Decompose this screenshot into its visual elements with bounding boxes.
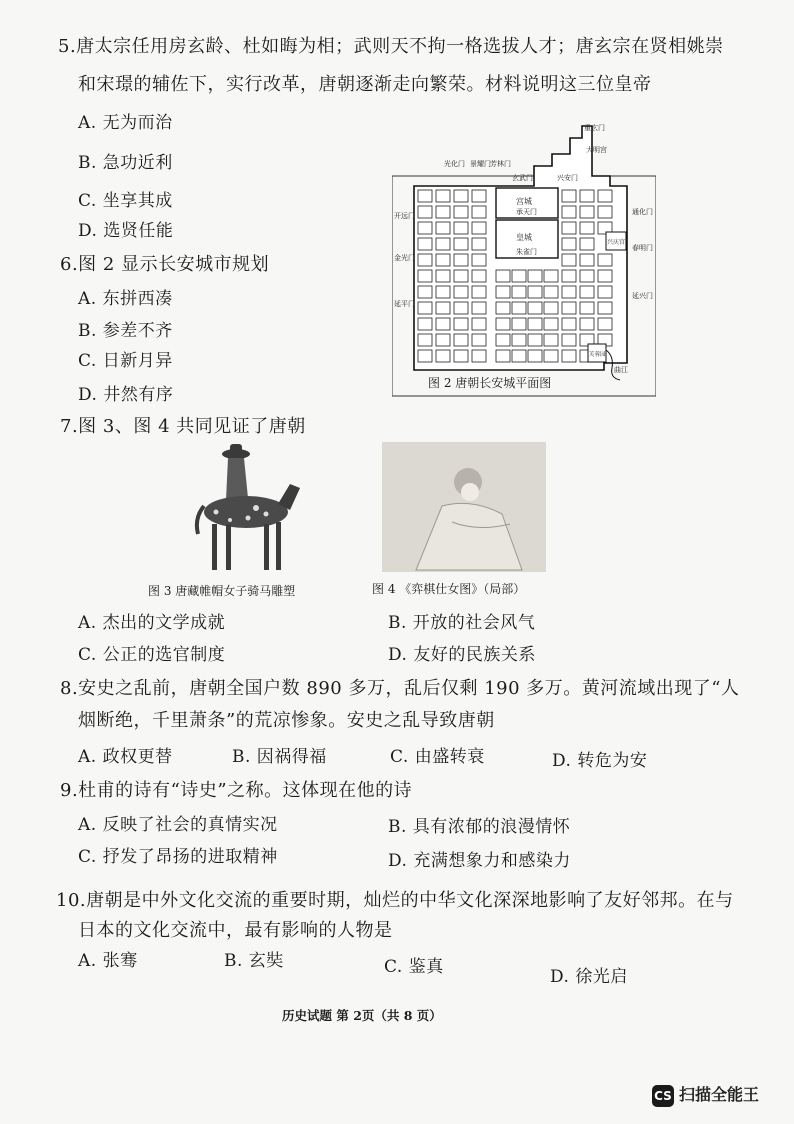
- gate-kaiyuan: 开远门: [394, 212, 415, 220]
- q5-option-b: B. 急功近利: [78, 153, 173, 173]
- ward-block: [418, 254, 432, 266]
- ward-block: [436, 190, 450, 202]
- ward-block: [418, 190, 432, 202]
- q9-option-b: B. 具有浓郁的浪漫情怀: [388, 817, 571, 837]
- ward-block: [544, 334, 558, 346]
- xingqing-palace-label: 兴庆宫: [607, 239, 626, 246]
- ward-block: [454, 190, 468, 202]
- gate-jingyao: 景耀门: [470, 160, 491, 168]
- ward-block: [598, 302, 612, 314]
- q7-stem: 7.图 3、图 4 共同见证了唐朝: [60, 416, 306, 437]
- horse-leg: [212, 524, 217, 570]
- ward-block: [472, 206, 486, 218]
- figure-4-caption: 图 4 《弈棋仕女图》（局部）: [372, 582, 526, 596]
- q6-option-d: D. 井然有序: [78, 385, 174, 405]
- scanner-watermark: [652, 1082, 759, 1107]
- horse-leg: [276, 522, 281, 570]
- ward-block: [598, 206, 612, 218]
- ward-block: [418, 238, 432, 250]
- ward-block: [454, 318, 468, 330]
- gate-guanghua: 光化门: [444, 160, 465, 168]
- ward-block: [418, 318, 432, 330]
- ward-block: [454, 302, 468, 314]
- ward-block: [544, 350, 558, 362]
- q10-option-a: A. 张骞: [78, 951, 138, 971]
- gate-chengtian: 承天门: [516, 208, 537, 216]
- ward-block: [562, 254, 576, 266]
- ward-block: [580, 238, 594, 250]
- q6-option-c: C. 日新月异: [78, 351, 173, 371]
- ward-block: [512, 270, 526, 282]
- ward-block: [436, 254, 450, 266]
- ward-block: [544, 302, 558, 314]
- ward-block: [472, 302, 486, 314]
- ward-block: [472, 350, 486, 362]
- figure-3-caption: 图 3 唐藏帷帽女子骑马雕塑: [148, 584, 296, 598]
- ward-block: [580, 254, 594, 266]
- ward-block: [472, 190, 486, 202]
- gate-xuanwu: 玄武门: [512, 174, 533, 182]
- q6-option-b: B. 参差不齐: [78, 321, 173, 341]
- furong-garden-label: 芙蓉园: [589, 352, 606, 358]
- ward-block: [454, 286, 468, 298]
- horse-leg: [226, 524, 231, 570]
- q10-stem-line1: 10.唐朝是中外文化交流的重要时期，灿烂的中华文化深深地影响了友好邻邦。在与: [56, 890, 734, 911]
- ward-block: [562, 318, 576, 330]
- ward-block: [418, 334, 432, 346]
- ward-block: [418, 206, 432, 218]
- ward-block: [562, 190, 576, 202]
- q10-option-d: D. 徐光启: [550, 967, 628, 987]
- ward-block: [528, 350, 542, 362]
- ward-block: [418, 302, 432, 314]
- ward-block: [528, 318, 542, 330]
- gate-yanxing: 延兴门: [632, 292, 653, 300]
- ward-block: [562, 270, 576, 282]
- ward-block: [472, 238, 486, 250]
- ward-block: [472, 254, 486, 266]
- q5-option-d: D. 选贤任能: [78, 221, 174, 241]
- ward-block: [562, 206, 576, 218]
- ward-block: [598, 190, 612, 202]
- q7-option-a: A. 杰出的文学成就: [78, 613, 226, 633]
- gate-yanping: 延平门: [394, 300, 415, 308]
- figure-3-rider-sculpture: [186, 440, 302, 576]
- ward-block: [544, 270, 558, 282]
- horse-leg: [264, 524, 269, 570]
- ward-block: [580, 190, 594, 202]
- ward-block: [472, 222, 486, 234]
- ward-block: [418, 350, 432, 362]
- lady-face: [461, 483, 479, 501]
- q8-option-b: B. 因祸得福: [232, 747, 327, 767]
- ward-block: [496, 334, 510, 346]
- figure-2-caption: 图 2 唐朝长安城平面图: [428, 376, 552, 390]
- q5-option-a: A. 无为而治: [78, 113, 173, 133]
- gate-tonghua: 通化门: [632, 208, 653, 216]
- ward-block: [436, 302, 450, 314]
- ward-block: [528, 286, 542, 298]
- q10-stem-line2: 日本的文化交流中，最有影响的人物是: [78, 920, 393, 941]
- scanner-brand-text: 扫描全能王: [679, 1085, 760, 1104]
- q7-option-b: B. 开放的社会风气: [388, 613, 536, 633]
- ward-block: [454, 350, 468, 362]
- ward-block: [512, 334, 526, 346]
- ward-block: [562, 286, 576, 298]
- q5-stem-line1: 5.唐太宗任用房玄龄、杜如晦为相；武则天不拘一格选拔人才；唐玄宗在贤相姚崇: [58, 36, 724, 57]
- ward-block: [598, 318, 612, 330]
- rider-body: [226, 458, 248, 500]
- ward-block: [580, 270, 594, 282]
- gate-jinguang: 金光门: [394, 254, 415, 262]
- ward-block: [436, 238, 450, 250]
- q9-option-a: A. 反映了社会的真情实况: [78, 815, 278, 835]
- ward-block: [528, 334, 542, 346]
- ward-block: [472, 286, 486, 298]
- q9-option-d: D. 充满想象力和感染力: [388, 851, 571, 871]
- ward-block: [544, 286, 558, 298]
- ward-block: [436, 222, 450, 234]
- ward-block: [580, 222, 594, 234]
- q5-option-c: C. 坐享其成: [78, 191, 173, 211]
- q8-option-c: C. 由盛转衰: [390, 747, 485, 767]
- ward-block: [562, 238, 576, 250]
- gate-fanglin: 芳林门: [490, 160, 511, 168]
- figure-4-painting: [382, 442, 546, 572]
- ward-block: [472, 270, 486, 282]
- ward-block: [418, 222, 432, 234]
- qujiang-label: 曲江: [614, 366, 628, 374]
- ward-block: [472, 318, 486, 330]
- q7-option-c: C. 公正的选官制度: [78, 645, 226, 665]
- q9-stem: 9.杜甫的诗有“诗史”之称。这体现在他的诗: [60, 780, 413, 801]
- ward-block: [512, 350, 526, 362]
- changan-map-svg: [392, 118, 656, 398]
- ward-block: [436, 206, 450, 218]
- q7-option-d: D. 友好的民族关系: [388, 645, 536, 665]
- ward-block: [512, 286, 526, 298]
- page-footer: 历史试题 第 2页（共 8 页）: [282, 1008, 442, 1023]
- ward-block: [598, 254, 612, 266]
- palace-city-label: 宫城: [516, 197, 532, 206]
- ward-block: [598, 270, 612, 282]
- ward-block: [436, 318, 450, 330]
- ward-block: [598, 286, 612, 298]
- q9-option-c: C. 抒发了昂扬的进取精神: [78, 847, 278, 867]
- q5-stem-line2: 和宋璟的辅佐下，实行改革，唐朝逐渐走向繁荣。材料说明这三位皇帝: [78, 74, 652, 95]
- ward-block: [512, 302, 526, 314]
- ward-block: [436, 270, 450, 282]
- ward-block: [436, 334, 450, 346]
- gate-zhuque: 朱雀门: [516, 248, 537, 256]
- ward-block: [580, 318, 594, 330]
- ward-block: [562, 222, 576, 234]
- gate-chongxuan: 重玄门: [584, 124, 605, 132]
- rider-sculpture-svg: [186, 440, 302, 576]
- q10-option-c: C. 鉴真: [384, 957, 444, 977]
- ward-block: [418, 286, 432, 298]
- ward-block: [454, 222, 468, 234]
- painting-svg: [382, 442, 546, 572]
- q8-stem-line2: 烟断绝，千里萧条”的荒凉惨象。安史之乱导致唐朝: [78, 710, 495, 731]
- ward-block: [580, 286, 594, 298]
- q6-option-a: A. 东拼西凑: [78, 289, 173, 309]
- ward-block: [436, 286, 450, 298]
- gate-xingan: 兴安门: [557, 174, 578, 182]
- figure-2-changan-map: [392, 118, 656, 398]
- ward-block: [496, 286, 510, 298]
- ward-block: [454, 254, 468, 266]
- ward-block: [528, 270, 542, 282]
- ward-block: [562, 334, 576, 346]
- ward-block: [580, 206, 594, 218]
- ward-block: [454, 270, 468, 282]
- imperial-city-label: 皇城: [516, 233, 532, 242]
- ward-block: [528, 302, 542, 314]
- q8-option-a: A. 政权更替: [78, 747, 173, 767]
- gate-chunming: 春明门: [632, 244, 653, 252]
- ward-block: [562, 302, 576, 314]
- q10-option-b: B. 玄奘: [224, 951, 284, 971]
- ward-block: [454, 238, 468, 250]
- ward-block: [472, 334, 486, 346]
- palace-daming: 大明宫: [586, 146, 607, 154]
- ward-block: [562, 350, 576, 362]
- ward-block: [436, 350, 450, 362]
- ward-block: [496, 302, 510, 314]
- ward-block: [496, 350, 510, 362]
- ward-block: [418, 270, 432, 282]
- q6-stem: 6.图 2 显示长安城市规划: [60, 254, 270, 275]
- ward-block: [496, 318, 510, 330]
- ward-block: [454, 334, 468, 346]
- camscanner-logo-icon: CS: [652, 1085, 674, 1107]
- q8-option-d: D. 转危为安: [552, 751, 648, 771]
- ward-block: [454, 206, 468, 218]
- ward-block: [496, 270, 510, 282]
- ward-block: [544, 318, 558, 330]
- ward-block: [580, 302, 594, 314]
- q8-stem-line1: 8.安史之乱前，唐朝全国户数 890 多万，乱后仅剩 190 多万。黄河流域出现了“人: [60, 678, 740, 699]
- ward-block: [512, 318, 526, 330]
